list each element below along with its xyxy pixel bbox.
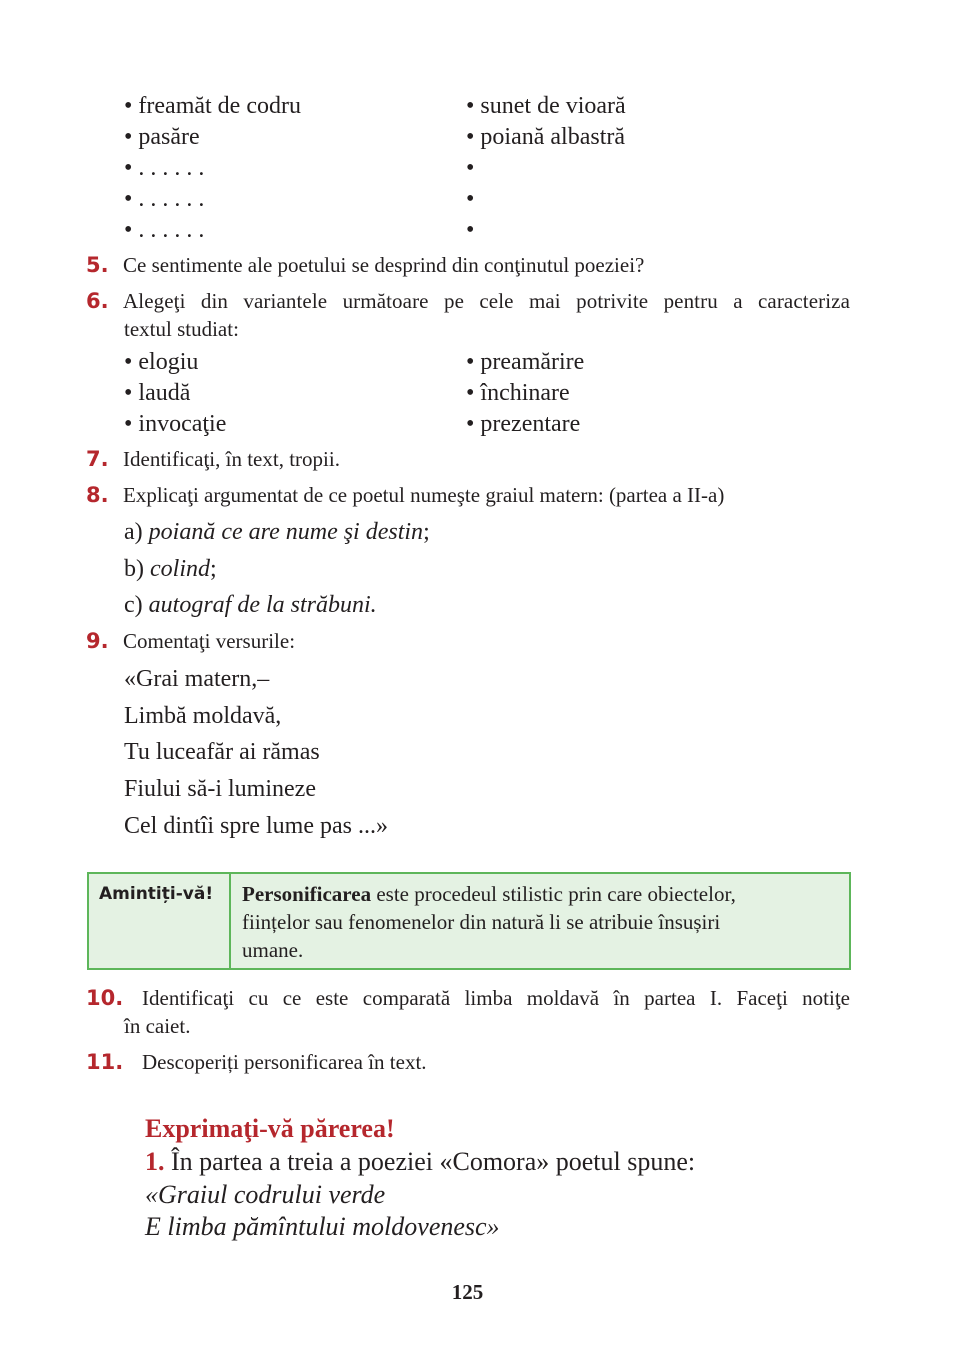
list-item: • . . . . . .: [124, 155, 205, 181]
list-item: • poiană albastră: [466, 124, 625, 150]
list-item: • elogiu: [124, 349, 199, 375]
remember-label: Amintiți-vă!: [89, 874, 231, 968]
list-left-2: [124, 347, 226, 440]
question-6: [86, 288, 109, 315]
list-item: • preamărire: [466, 349, 585, 375]
list-item: •: [466, 155, 475, 181]
question-11: [86, 1049, 123, 1076]
question-5-text: Ce sentimente ale poetului se desprind din conţinutul poeziei?: [123, 253, 645, 277]
list-item: • sunet de vioară: [466, 93, 626, 119]
remember-box: [87, 872, 851, 970]
question-8: [86, 482, 109, 509]
question-number: 8.: [86, 483, 109, 507]
list-right-1: [466, 91, 626, 246]
question-7-text: Identificaţi, în text, tropii.: [123, 447, 340, 471]
question-number: 7.: [86, 447, 109, 471]
question-8-text: Explicaţi argumentat de ce poetul numeşte graiul matern: (partea a II-a): [123, 483, 725, 507]
opinion-heading: Exprimaţi-vă părerea!: [145, 1114, 395, 1143]
list-left-1: [124, 91, 301, 246]
question-6-text-line1: Alegeţi din variantele următoare pe cele mai potrivite pentru a caracteriza: [123, 289, 850, 313]
opinion-quote-1: «Graiul codrului verde: [145, 1180, 386, 1209]
list-item: • laudă: [124, 380, 191, 406]
remember-text: Personificarea este procedeul stilistic prin care obiectelor, ființelor sau fenomenelor din natură li se atribuie însușiri umane.: [242, 882, 736, 962]
question-11-text: Descoperiți personificarea în text.: [142, 1050, 427, 1074]
question-10: [86, 985, 123, 1012]
answer-c: c) autograf de la străbuni.: [124, 592, 377, 618]
question-9: [86, 628, 109, 655]
list-item: • freamăt de codru: [124, 93, 301, 119]
list-item: • invocaţie: [124, 411, 227, 437]
question-number: 9.: [86, 629, 109, 653]
answer-a: a) poiană ce are nume şi destin;: [124, 519, 430, 545]
verse-2: Limbă moldavă,: [124, 703, 282, 729]
question-7: [86, 446, 109, 473]
question-number: 5.: [86, 253, 109, 277]
question-number: 10.: [86, 986, 124, 1010]
question-number: 6.: [86, 289, 109, 313]
question-number: 1.: [145, 1147, 165, 1176]
list-item: •: [466, 217, 475, 243]
verse-5: Cel dintîi spre lume pas ...»: [124, 813, 388, 839]
question-10-text-line1: Identificaţi cu ce este comparată limba moldavă în partea I. Faceţi notiţe: [142, 986, 850, 1010]
list-item: • prezentare: [466, 411, 581, 437]
page-number: 125: [451, 1280, 484, 1304]
list-right-2: [466, 347, 584, 440]
question-6-text-line2: textul studiat:: [124, 317, 239, 341]
list-item: • . . . . . .: [124, 217, 205, 243]
question-9-text: Comentaţi versurile:: [123, 629, 296, 653]
question-number: 11.: [86, 1050, 124, 1074]
verse-1: «Grai matern,–: [124, 666, 270, 692]
question-5: [86, 252, 109, 279]
list-item: • închinare: [466, 380, 570, 406]
answer-b: b) colind;: [124, 556, 217, 582]
list-item: • . . . . . .: [124, 186, 205, 212]
term: Personificarea: [242, 882, 372, 906]
verse-4: Fiului să-i lumineze: [124, 776, 316, 802]
list-item: • pasăre: [124, 124, 200, 150]
opinion-quote-2: E limba pămîntului moldovenesc»: [145, 1212, 500, 1241]
question-10-text-line2: în caiet.: [124, 1014, 191, 1038]
verse-3: Tu luceafăr ai rămas: [124, 739, 320, 765]
opinion-question: 1. În partea a treia a poeziei «Comora» poetul spune:: [145, 1147, 696, 1176]
list-item: •: [466, 186, 475, 212]
